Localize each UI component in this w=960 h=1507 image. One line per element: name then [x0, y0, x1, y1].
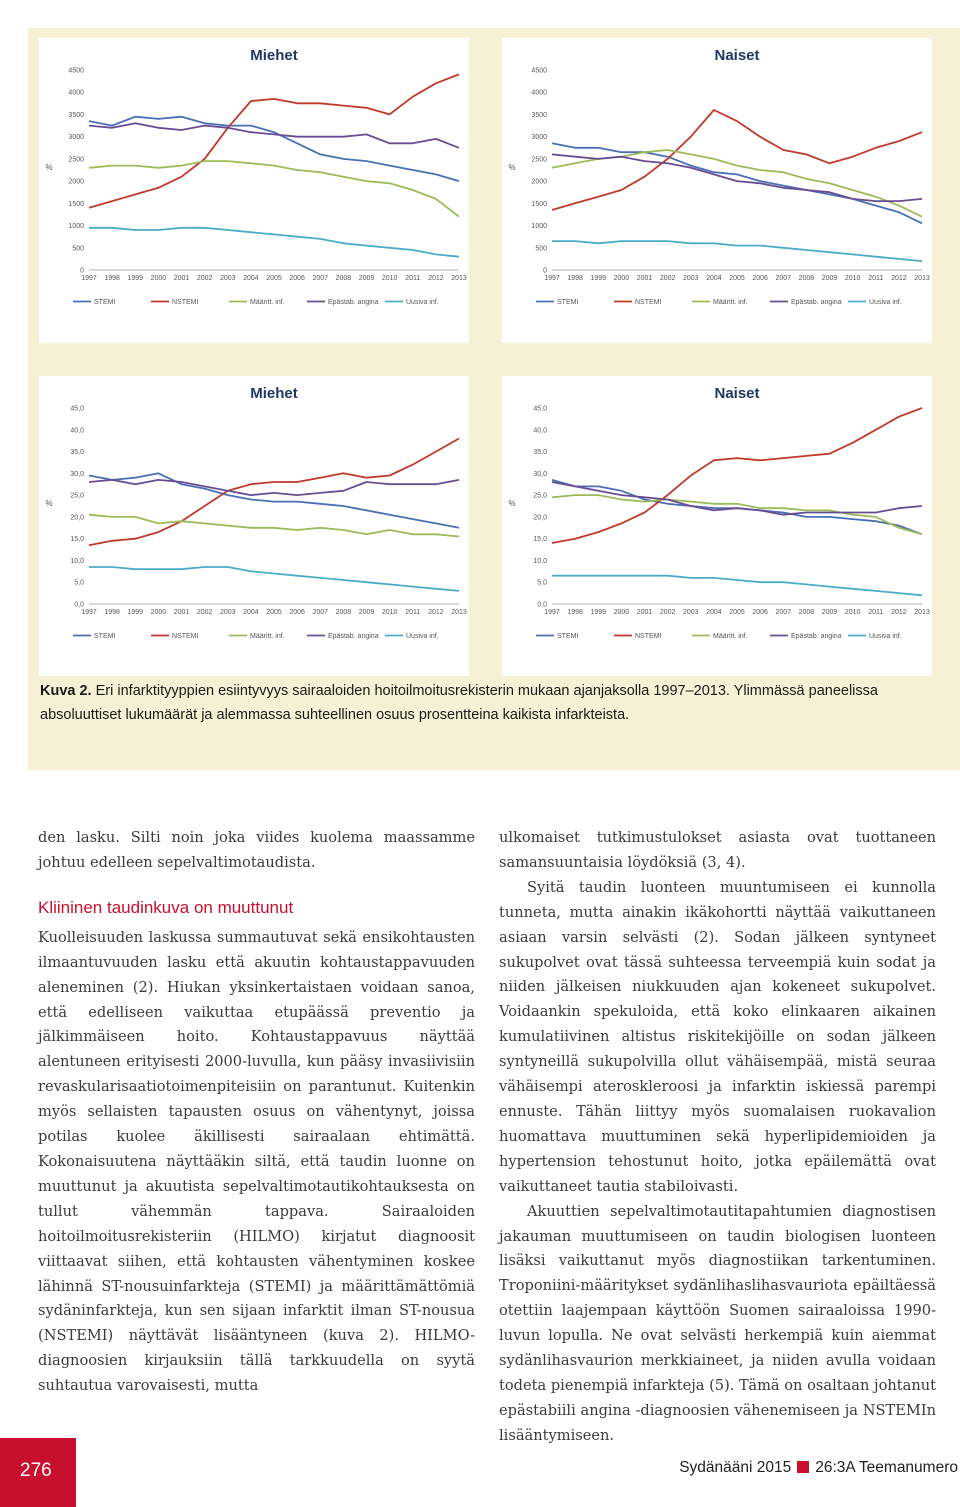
chart-men-percent [39, 376, 469, 676]
paragraph: den lasku. Silti noin joka viides kuolema maassamme johtuu edelleen sepelvaltimotaudista. [38, 829, 475, 871]
paragraph: ulkomaiset tutkimustulokset asiasta ovat tuottaneen samansuuntaisia löydöksiä (3, 4). [499, 829, 936, 871]
x-tick-label: 2012 [891, 275, 907, 282]
series-line-stemi [89, 117, 459, 181]
x-tick-label: 1997 [81, 275, 97, 282]
figure-panel [28, 28, 960, 770]
y-tick-label: 35,0 [70, 449, 84, 457]
x-tick-label: 2013 [914, 275, 930, 282]
series-line-nstemi [552, 408, 922, 543]
y-tick-label: 3500 [531, 111, 547, 119]
legend-label: Määritt. inf. [713, 633, 748, 640]
x-tick-label: 1999 [590, 275, 607, 282]
x-tick-label: 2000 [613, 609, 630, 616]
x-tick-label: 2005 [729, 275, 745, 282]
x-tick-label: 2005 [266, 275, 282, 282]
x-tick-label: 2001 [173, 275, 190, 282]
x-tick-label: 2009 [358, 275, 375, 282]
x-tick-label: 2006 [289, 275, 305, 282]
y-tick-label: 40,0 [70, 427, 84, 435]
legend-label: NSTEMI [172, 633, 199, 640]
x-tick-label: 2000 [613, 275, 630, 282]
x-tick-label: 2001 [636, 609, 653, 616]
x-tick-label: 2013 [914, 609, 930, 616]
y-tick-label: 2000 [531, 178, 547, 186]
legend-label: Uusiva inf. [869, 633, 902, 640]
x-tick-label: 2012 [891, 609, 907, 616]
x-tick-label: 2012 [428, 609, 444, 616]
x-tick-label: 2008 [335, 275, 352, 282]
series-line-epästab-angina [89, 123, 459, 148]
y-tick-label: 30,0 [533, 470, 547, 478]
series-line-uusiva-inf- [89, 228, 459, 257]
legend-label: Määritt. inf. [250, 633, 285, 640]
x-tick-label: 2003 [219, 609, 236, 616]
x-tick-label: 2008 [335, 609, 352, 616]
x-tick-label: 2001 [636, 275, 653, 282]
y-tick-label: 2500 [68, 156, 84, 164]
y-tick-label: 0,0 [537, 601, 547, 609]
x-tick-label: 1999 [127, 609, 144, 616]
x-tick-label: 2009 [821, 275, 838, 282]
chart-svg [502, 376, 932, 676]
x-tick-label: 2002 [196, 609, 213, 616]
y-tick-label: 10,0 [70, 557, 84, 565]
section-heading: Kliininen taudinkuva on muuttunut [38, 897, 294, 917]
legend-label: NSTEMI [172, 299, 199, 306]
series-line-uusiva-inf- [552, 576, 922, 596]
chart-title: Naiset [714, 385, 760, 402]
x-tick-label: 1997 [544, 609, 560, 616]
series-line-määritt-inf- [552, 150, 922, 217]
x-tick-label: 2013 [451, 275, 467, 282]
y-axis-label: % [45, 499, 53, 508]
legend-label: NSTEMI [635, 299, 662, 306]
y-tick-label: 15,0 [70, 536, 84, 544]
square-icon [797, 1461, 809, 1473]
x-tick-label: 2005 [729, 609, 745, 616]
x-tick-label: 1998 [567, 609, 583, 616]
y-tick-label: 15,0 [533, 536, 547, 544]
y-tick-label: 25,0 [533, 492, 547, 500]
series-line-nstemi [552, 110, 922, 210]
x-tick-label: 2012 [428, 275, 444, 282]
x-tick-label: 2009 [821, 609, 838, 616]
x-tick-label: 1998 [567, 275, 583, 282]
y-tick-label: 0 [80, 267, 84, 275]
y-tick-label: 25,0 [70, 492, 84, 500]
x-tick-label: 2001 [173, 609, 190, 616]
y-tick-label: 2000 [68, 178, 84, 186]
x-tick-label: 2010 [844, 275, 861, 282]
x-tick-label: 2002 [659, 275, 676, 282]
x-tick-label: 2011 [405, 275, 421, 282]
y-tick-label: 1000 [531, 223, 547, 231]
series-line-stemi [552, 143, 922, 223]
x-tick-label: 2006 [289, 609, 305, 616]
legend-label: Epästab. angina [791, 299, 842, 306]
y-tick-label: 1000 [68, 223, 84, 231]
caption-label: Kuva 2. [40, 683, 92, 699]
series-line-uusiva-inf- [89, 567, 459, 591]
x-tick-label: 1998 [104, 275, 120, 282]
x-tick-label: 2004 [706, 609, 722, 616]
journal-name: Sydänääni 2015 [679, 1459, 792, 1476]
x-tick-label: 2003 [682, 275, 699, 282]
y-tick-label: 5,0 [537, 579, 547, 587]
y-tick-label: 0 [543, 267, 547, 275]
x-tick-label: 1997 [81, 609, 97, 616]
legend-label: STEMI [557, 299, 579, 306]
right-column [499, 826, 936, 1449]
page-number: 276 [20, 1460, 52, 1481]
y-tick-label: 3000 [68, 134, 84, 142]
chart-men-absolute [39, 38, 469, 343]
y-tick-label: 35,0 [533, 449, 547, 457]
legend-label: Uusiva inf. [406, 633, 439, 640]
y-tick-label: 500 [535, 245, 547, 253]
legend-label: Määritt. inf. [713, 299, 748, 306]
chart-title: Naiset [714, 47, 760, 64]
y-tick-label: 1500 [531, 200, 547, 208]
caption-text: Eri infarktityyppien esiintyvyys sairaaloiden hoitoilmoitusrekisterin mukaan ajanjaksolla 1997–2013. Ylimmässä paneelissa absoluuttiset lukumäärät ja alemmassa suhteellinen osuus prosentteina kaikista infarkteista. [40, 683, 878, 723]
y-tick-label: 45,0 [533, 405, 547, 413]
x-tick-label: 1998 [104, 609, 120, 616]
y-tick-label: 500 [72, 245, 84, 253]
x-tick-label: 2004 [706, 275, 722, 282]
x-tick-label: 2006 [752, 609, 768, 616]
x-tick-label: 2008 [798, 609, 815, 616]
chart-title: Miehet [250, 385, 298, 402]
x-tick-label: 2007 [775, 609, 792, 616]
x-tick-label: 2011 [405, 609, 421, 616]
y-tick-label: 4500 [531, 67, 547, 75]
x-tick-label: 2007 [775, 275, 792, 282]
x-tick-label: 2007 [312, 275, 329, 282]
x-tick-label: 1999 [590, 609, 607, 616]
x-tick-label: 2002 [196, 275, 213, 282]
y-tick-label: 2500 [531, 156, 547, 164]
legend-label: Epästab. angina [328, 299, 379, 306]
chart-svg [39, 376, 469, 676]
legend-label: Uusiva inf. [869, 299, 902, 306]
x-tick-label: 2000 [150, 275, 167, 282]
x-tick-label: 2003 [682, 609, 699, 616]
paragraph: Kuolleisuuden laskussa summautuvat sekä ensikohtausten ilmaantuvuuden lasku että akuutin kohtaustappavuuden aleneminen (2). Hiukan yksinkertaistaen voidaan sanoa, että edelliseen vaikuttaa etupäässä preventio ja jälkimmäiseen hoito. Kohtaustappavuus näyttää alentuneen erityisesti 2000-luvulla, kun pääsy invasiivisiin revaskularisaatiotoimenpiteisiin on parantunut. Kuitenkin myös sellaisten tapausten osuus on vähentynyt, joissa potilas kuolee äkillisesti sairaalaan ehtimättä. Kokonaisuutena näyttääkin siltä, että taudin luonne on muuttunut ja akuutista sepelvaltimotautikohtauksesta on tullut vähemmän tappava. Sairaaloiden hoitoilmoitusrekisteriin (HILMO) kirjatut diagnoosit viittaavat siihen, että kohtausten vähentyminen koskee lähinnä ST-nousuinfarkteja (STEMI) ja määrittämättömiä sydäninfarkteja, kun sen sijaan infarktit ilman ST-nousua (NSTEMI) näyttävät lisääntyneen (kuva 2). HILMO-diagnoosien kirjauksiin tällä tarkkuudella on syytä suhtautua varovaisesti, mutta [38, 928, 475, 1395]
x-tick-label: 2003 [219, 275, 236, 282]
y-tick-label: 20,0 [70, 514, 84, 522]
x-tick-label: 2010 [844, 609, 861, 616]
series-line-epästab-angina [552, 482, 922, 515]
series-line-määritt-inf- [89, 161, 459, 217]
x-tick-label: 2007 [312, 609, 329, 616]
y-tick-label: 20,0 [533, 514, 547, 522]
y-tick-label: 1500 [68, 200, 84, 208]
left-column [38, 826, 475, 1399]
x-tick-label: 2006 [752, 275, 768, 282]
legend-label: STEMI [557, 633, 579, 640]
legend-label: Epästab. angina [791, 633, 842, 640]
y-axis-label: % [508, 163, 516, 172]
y-axis-label: % [508, 499, 516, 508]
x-tick-label: 2005 [266, 609, 282, 616]
y-tick-label: 0,0 [74, 601, 84, 609]
y-tick-label: 30,0 [70, 470, 84, 478]
y-tick-label: 3500 [68, 111, 84, 119]
x-tick-label: 2010 [381, 275, 398, 282]
x-tick-label: 2000 [150, 609, 167, 616]
x-tick-label: 2013 [451, 609, 467, 616]
y-tick-label: 4500 [68, 67, 84, 75]
x-tick-label: 2009 [358, 609, 375, 616]
x-tick-label: 2002 [659, 609, 676, 616]
legend-label: STEMI [94, 633, 116, 640]
series-line-nstemi [89, 439, 459, 546]
series-line-uusiva-inf- [552, 241, 922, 261]
y-tick-label: 4000 [68, 89, 84, 97]
issue-name: 26:3A Teemanumero [815, 1459, 958, 1476]
paragraph: Syitä taudin luonteen muuntumiseen ei kunnolla tunneta, mutta ainakin ikäkohortti näyttää vaikuttaneen asiaan varsin selvästi (2). Sodan jälkeen syntyneet sukupolvet ovat tässä suhteessa terveempiä kuin sodat ja niiden jälkeisen niukkuuden ajan kokeneet sukupolvet. Voidaankin spekuloida, että koko elinkaaren aikainen kumulatiivinen altistus riskitekijöille on sodan jälkeen syntyneillä sukupolvilla ollut vähäisempää, mistä seuraa vähäisempi ateroskleroosi ja infarktin iskiessä parempi ennuste. Tähän liittyy myös suomalaisen ruokavalion huomattava muuttuminen sekä hyperlipidemioiden ja hypertension tehostunut hoito, jotka epäilemättä ovat vaikuttaneet tautia stabiloivasti. [499, 878, 936, 1195]
x-tick-label: 2008 [798, 275, 815, 282]
x-tick-label: 1999 [127, 275, 144, 282]
legend-label: Uusiva inf. [406, 299, 439, 306]
y-axis-label: % [45, 163, 53, 172]
y-tick-label: 4000 [531, 89, 547, 97]
paragraph: Akuuttien sepelvaltimotautitapahtumien diagnostisen jakauman muuttumiseen on taudin biologisen luonteen lisäksi vaikuttanut myös diagnostiikan tarkentuminen. Troponiini-määritykset sydänlihaslihasvauriota epäiltäessä otettiin laajempaan käyttöön Suomen sairaaloissa 1990-luvun lopulla. Ne ovat selvästi herkempiä kuin aiemmat sydänlihasvaurion merkkiaineet, ja niiden avulla voidaan todeta pienempiä infarkteja (5). Tämä on osaltaan johtanut epästabiili angina -diagnoosien vähenemiseen ja NSTEMIn lisääntymiseen. [499, 1202, 936, 1444]
legend-label: STEMI [94, 299, 116, 306]
y-tick-label: 3000 [531, 134, 547, 142]
x-tick-label: 2004 [243, 275, 259, 282]
x-tick-label: 2011 [868, 275, 884, 282]
chart-title: Miehet [250, 47, 298, 64]
y-tick-label: 45,0 [70, 405, 84, 413]
x-tick-label: 2004 [243, 609, 259, 616]
legend-label: Määritt. inf. [250, 299, 285, 306]
legend-label: Epästab. angina [328, 633, 379, 640]
legend-label: NSTEMI [635, 633, 662, 640]
y-tick-label: 10,0 [533, 557, 547, 565]
x-tick-label: 2011 [868, 609, 884, 616]
x-tick-label: 1997 [544, 275, 560, 282]
chart-women-percent [502, 376, 932, 676]
series-line-stemi [552, 480, 922, 534]
chart-women-absolute [502, 38, 932, 343]
chart-svg [502, 38, 932, 343]
y-tick-label: 40,0 [533, 427, 547, 435]
figure-caption [40, 679, 930, 727]
x-tick-label: 2010 [381, 609, 398, 616]
journal-footer [679, 1459, 958, 1477]
chart-svg [39, 38, 469, 343]
y-tick-label: 5,0 [74, 579, 84, 587]
